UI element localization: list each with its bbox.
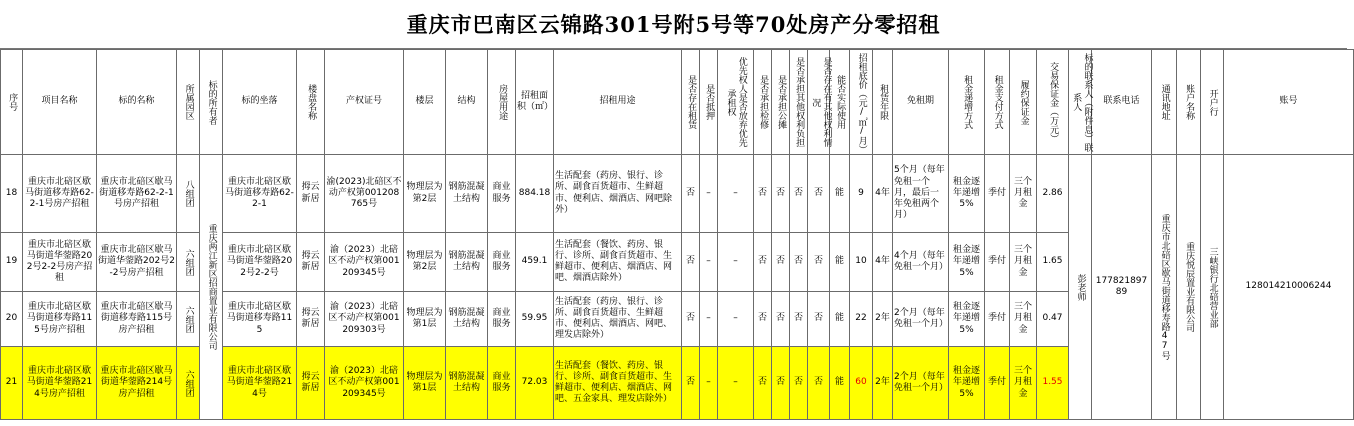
target-name: 重庆市北碚区歇马街道华蓥路202号2-2号房产招租 — [97, 233, 177, 292]
building-name: 拇云新居 — [297, 233, 325, 292]
row-number: 21 — [1, 347, 23, 420]
increase-mode: 租金逐年递增5% — [949, 347, 985, 420]
header-cell: 是否存在租赁 — [682, 50, 700, 155]
row-number: 20 — [1, 292, 23, 347]
performance-deposit: 三个月租金 — [1010, 292, 1037, 347]
header-cell: 租金递增方式 — [949, 50, 985, 155]
header-cell: 序号 — [1, 50, 23, 155]
lease-years: 4年 — [873, 233, 893, 292]
building-name: 拇云新居 — [297, 292, 325, 347]
free-period: 2个月（每年免租一个月） — [893, 292, 949, 347]
free-period: 4个月（每年免租一个月） — [893, 233, 949, 292]
building-name: 拇云新居 — [297, 155, 325, 233]
header-cell: 标的所有者 — [200, 50, 223, 155]
target-name: 重庆市北碚区歇马街道移寿路115号房产招租 — [97, 292, 177, 347]
header-cell: 是否承担其他权利负担 — [790, 50, 808, 155]
header-cell: 能否实际使用 — [830, 50, 850, 155]
base-price: 60 — [850, 347, 873, 420]
header-cell: 楼盘名称 — [297, 50, 325, 155]
use-flag: 能 — [830, 155, 850, 233]
header-cell: 免租期 — [893, 50, 949, 155]
structure: 钢筋混凝土结构 — [446, 155, 488, 233]
structure: 钢筋混凝土结构 — [446, 347, 488, 420]
trade-deposit: 1.55 — [1037, 347, 1069, 420]
share-flag: 否 — [772, 292, 790, 347]
park: 六组团 — [177, 233, 200, 292]
increase-mode: 租金逐年递增5% — [949, 292, 985, 347]
contact-phone: 17782189789 — [1092, 155, 1152, 420]
location: 重庆市北碚区歇马街道华蓥路202号2-2号 — [223, 233, 297, 292]
mortgage-flag: – — [700, 233, 718, 292]
area: 59.95 — [516, 292, 554, 347]
lease-flag: 否 — [682, 347, 700, 420]
header-cell: 优先权人是否放弃优先承租权 — [718, 50, 754, 155]
usage: 商业服务 — [488, 233, 516, 292]
purpose: 生活配套（药房、银行、诊所、副食百货超市、生鲜超市、便利店、烟酒店、网吧除外） — [554, 155, 682, 233]
header-cell: 账号 — [1224, 50, 1354, 155]
mortgage-flag: – — [700, 347, 718, 420]
base-price: 10 — [850, 233, 873, 292]
usage: 商业服务 — [488, 347, 516, 420]
row-number: 18 — [1, 155, 23, 233]
location: 重庆市北碚区歇马街道移寿路62-2-1 — [223, 155, 297, 233]
increase-mode: 租金逐年递增5% — [949, 233, 985, 292]
mortgage-flag: – — [700, 292, 718, 347]
cert-no: 渝(2023)北碚区不动产权第001208765号 — [325, 155, 404, 233]
floor: 物理层为第2层 — [404, 233, 446, 292]
header-cell: 交易保证金（万元） — [1037, 50, 1069, 155]
cert-no: 渝（2023）北碚区不动产权第001209345号 — [325, 233, 404, 292]
performance-deposit: 三个月租金 — [1010, 233, 1037, 292]
purpose: 生活配套（餐饮、药房、银行、诊所、副食百货超市、生鲜超市、便利店、烟酒店、网吧、五金家具、理发店除外） — [554, 347, 682, 420]
priority-flag: – — [718, 292, 754, 347]
purpose: 生活配套（药房、银行、诊所、副食百货超市、生鲜超市、便利店、烟酒店、网吧、理发店除外） — [554, 292, 682, 347]
lease-flag: 否 — [682, 292, 700, 347]
trade-deposit: 1.65 — [1037, 233, 1069, 292]
row-number: 19 — [1, 233, 23, 292]
lease-years: 4年 — [873, 155, 893, 233]
area: 72.03 — [516, 347, 554, 420]
burden-flag: 否 — [790, 292, 808, 347]
trade-deposit: 0.47 — [1037, 292, 1069, 347]
cert-no: 渝（2023）北碚区不动产权第001209303号 — [325, 292, 404, 347]
area: 884.18 — [516, 155, 554, 233]
account-number: 128014210006244 — [1224, 155, 1354, 420]
header-cell: 是否承担检修 — [754, 50, 772, 155]
repair-flag: 否 — [754, 347, 772, 420]
owner-cell: 重庆两江新区招商置业有限公司 — [200, 155, 223, 420]
use-flag: 能 — [830, 233, 850, 292]
payment-mode: 季付 — [985, 155, 1010, 233]
header-cell: 房屋用途 — [488, 50, 516, 155]
park: 六组团 — [177, 347, 200, 420]
contact-person: 彭老师 — [1069, 155, 1092, 420]
project-name: 重庆市北碚区歇马街道华蓥路202号2-2号房产招租 — [23, 233, 97, 292]
burden-flag: 否 — [790, 347, 808, 420]
header-cell: 是否承担公摊 — [772, 50, 790, 155]
bank-name: 三峡银行北碚营业部 — [1201, 155, 1224, 420]
lease-years: 2年 — [873, 292, 893, 347]
header-cell: 租赁年限 — [873, 50, 893, 155]
free-period: 2个月（每年免租一个月） — [893, 347, 949, 420]
location: 重庆市北碚区歇马街道华蓥路214号 — [223, 347, 297, 420]
usage: 商业服务 — [488, 155, 516, 233]
header-cell: 招租用途 — [554, 50, 682, 155]
base-price: 9 — [850, 155, 873, 233]
usage: 商业服务 — [488, 292, 516, 347]
header-cell: 产权证号 — [325, 50, 404, 155]
target-name: 重庆市北碚区歇马街道华蓥路214号房产招租 — [97, 347, 177, 420]
project-name: 重庆市北碚区歇马街道华蓥路214号房产招租 — [23, 347, 97, 420]
park: 八组团 — [177, 155, 200, 233]
project-name: 重庆市北碚区歇马街道移寿路62-2-1号房产招租 — [23, 155, 97, 233]
location: 重庆市北碚区歇马街道移寿路115 — [223, 292, 297, 347]
increase-mode: 租金逐年递增5% — [949, 155, 985, 233]
repair-flag: 否 — [754, 155, 772, 233]
repair-flag: 否 — [754, 292, 772, 347]
listing-table — [0, 49, 1354, 420]
building-name: 拇云新居 — [297, 347, 325, 420]
header-cell: 是否抵押 — [700, 50, 718, 155]
structure: 钢筋混凝土结构 — [446, 292, 488, 347]
header-cell: 结构 — [446, 50, 488, 155]
table-row — [1, 155, 1354, 233]
sheet-title: 重庆市巴南区云锦路301号附5号等70处房产分零招租 — [0, 0, 1347, 49]
payment-mode: 季付 — [985, 292, 1010, 347]
free-period: 5个月（每年免租一个月，最后一年免租两个月） — [893, 155, 949, 233]
other-flag: 否 — [808, 155, 830, 233]
header-cell: 招租底价（元/㎡/月） — [850, 50, 873, 155]
other-flag: 否 — [808, 292, 830, 347]
area: 459.1 — [516, 233, 554, 292]
floor: 物理层为第2层 — [404, 155, 446, 233]
floor: 物理层为第1层 — [404, 347, 446, 420]
header-cell: 账户名称 — [1177, 50, 1201, 155]
use-flag: 能 — [830, 292, 850, 347]
header-cell: 标的名称 — [97, 50, 177, 155]
header-cell: 标的坐落 — [223, 50, 297, 155]
header-cell: 租金支付方式 — [985, 50, 1010, 155]
share-flag: 否 — [772, 155, 790, 233]
repair-flag: 否 — [754, 233, 772, 292]
use-flag: 能 — [830, 347, 850, 420]
priority-flag: – — [718, 233, 754, 292]
lease-years: 2年 — [873, 347, 893, 420]
performance-deposit: 三个月租金 — [1010, 155, 1037, 233]
floor: 物理层为第1层 — [404, 292, 446, 347]
payment-mode: 季付 — [985, 347, 1010, 420]
header-cell: 联系电话 — [1092, 50, 1152, 155]
base-price: 22 — [850, 292, 873, 347]
trade-deposit: 2.86 — [1037, 155, 1069, 233]
header-cell: 开户行 — [1201, 50, 1224, 155]
other-flag: 否 — [808, 233, 830, 292]
header-cell: 招租面积（㎡） — [516, 50, 554, 155]
header-cell: 楼层 — [404, 50, 446, 155]
header-cell: 标的联系人（附件息）联系人 — [1069, 50, 1092, 155]
lease-flag: 否 — [682, 233, 700, 292]
header-cell: 是否存在有其他权利情况 — [808, 50, 830, 155]
cert-no: 渝（2023）北碚区不动产权第001209345号 — [325, 347, 404, 420]
burden-flag: 否 — [790, 233, 808, 292]
header-cell: 项目名称 — [23, 50, 97, 155]
priority-flag: – — [718, 347, 754, 420]
purpose: 生活配套（餐饮、药房、银行、诊所、副食百货超市、生鲜超市、便利店、烟酒店、网吧、烟酒店除外） — [554, 233, 682, 292]
structure: 钢筋混凝土结构 — [446, 233, 488, 292]
target-name: 重庆市北碚区歇马街道移寿路62-2-1号房产招租 — [97, 155, 177, 233]
park: 六组团 — [177, 292, 200, 347]
burden-flag: 否 — [790, 155, 808, 233]
share-flag: 否 — [772, 233, 790, 292]
performance-deposit: 三个月租金 — [1010, 347, 1037, 420]
priority-flag: – — [718, 155, 754, 233]
header-cell: 所属园区 — [177, 50, 200, 155]
mortgage-flag: – — [700, 155, 718, 233]
share-flag: 否 — [772, 347, 790, 420]
header-cell: 履约保证金 — [1010, 50, 1037, 155]
account-name: 重庆悦辰置业有限公司 — [1177, 155, 1201, 420]
payment-mode: 季付 — [985, 233, 1010, 292]
other-flag: 否 — [808, 347, 830, 420]
header-row — [1, 50, 1354, 155]
mailing-address: 重庆市北碚区歇马街道移寿路47号 — [1152, 155, 1177, 420]
header-cell: 通讯地址 — [1152, 50, 1177, 155]
project-name: 重庆市北碚区歇马街道移寿路115号房产招租 — [23, 292, 97, 347]
lease-flag: 否 — [682, 155, 700, 233]
